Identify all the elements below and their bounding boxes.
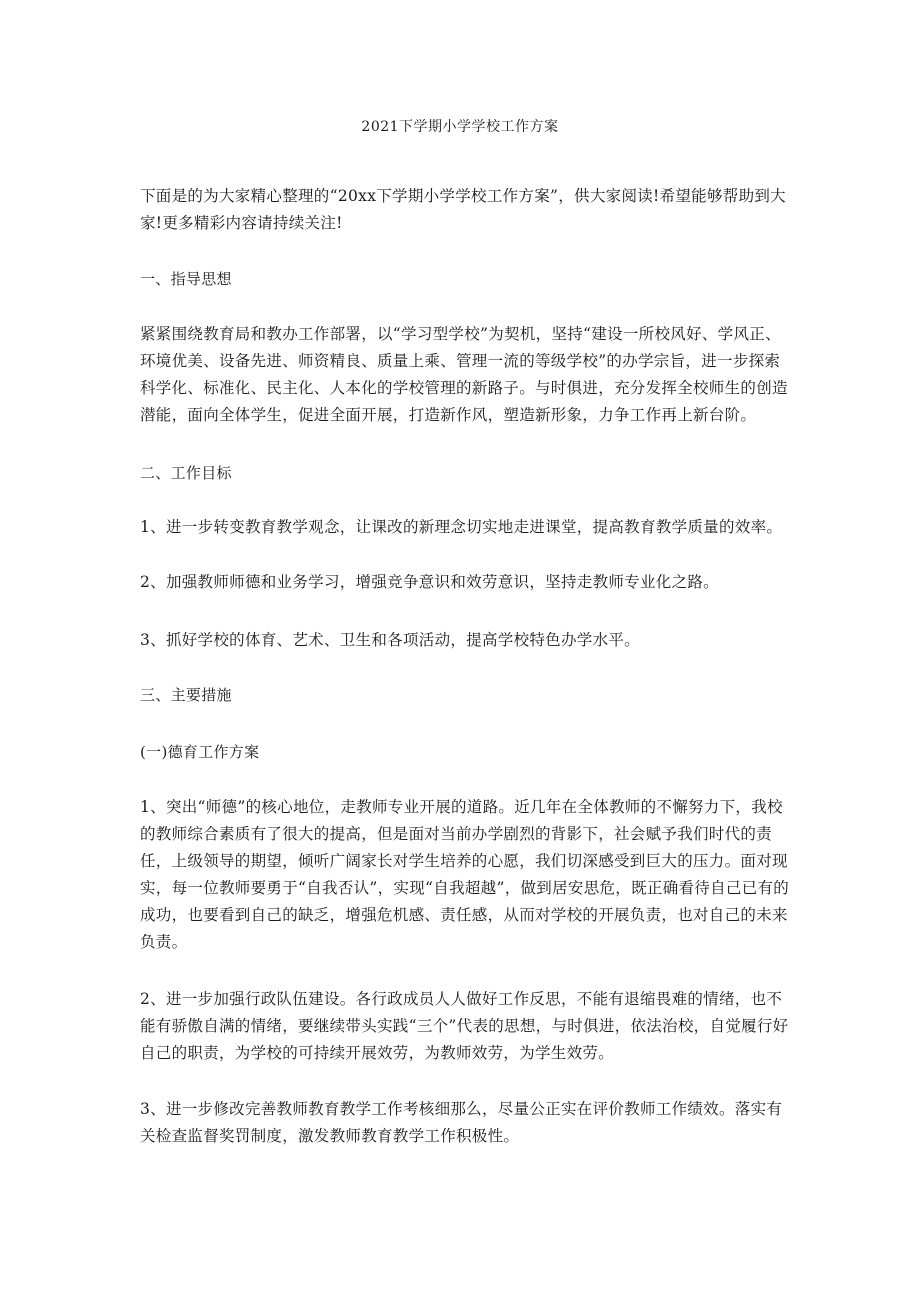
section-heading-work-goals: 二、工作目标 (140, 464, 232, 482)
measure-item-3: 3、进一步修改完善教师教育教学工作考核细那么，尽量公正实在评价教师工作绩效。落实有关检查监督奖罚制度，激发教师教育教学工作积极性。 (140, 1100, 783, 1145)
section-heading-main-measures: 三、主要措施 (140, 686, 232, 704)
measure-item-2: 2、进一步加强行政队伍建设。各行政成员人人做好工作反思，不能有退缩畏难的情绪，也不能有骄傲自满的情绪，要继续带头实践“三个”代表的思想，与时俱进，依法治校，自觉履行好自己的职责，为学校的可持续开展效劳，为教师效劳，为学生效劳。 (140, 990, 789, 1062)
document-title: 2021下学期小学学校工作方案 (361, 119, 559, 135)
section-heading-guiding-ideology: 一、指导思想 (140, 270, 232, 288)
subheading-moral-education-plan: (一)德育工作方案 (140, 743, 260, 761)
measure-item-1: 1、突出“师德”的核心地位，走教师专业开展的道路。近几年在全体教师的不懈努力下，我校的教师综合素质有了很大的提高，但是面对当前办学剧烈的背影下，社会赋予我们时代的责任，上级领导的期望，倾听广阔家长对学生培养的心愿，我们切深感受到巨大的压力。面对现实，每一位教师要勇于“自我否认”，实现“自我超越”，做到居安思危，既正确看待自己已有的成功，也要看到自己的缺乏，增强危机感、责任感，从而对学校的开展负责，也对自己的未来负责。 (140, 798, 790, 951)
intro-paragraph: 下面是的为大家精心整理的“20xx下学期小学学校工作方案”，供大家阅读!希望能够帮助到大家!更多精彩内容请持续关注! (140, 187, 786, 232)
goal-item-3: 3、抓好学校的体育、艺术、卫生和各项活动，提高学校特色办学水平。 (140, 631, 640, 649)
goal-item-1: 1、进一步转变教育教学观念，让课改的新理念切实地走进课堂，提高教育教学质量的效率。 (140, 518, 783, 536)
guiding-ideology-paragraph: 紧紧围绕教育局和教办工作部署，以“学习型学校”为契机，坚持“建设一所校风好、学风正、环境优美、设备先进、师资精良、质量上乘、管理一流的等级学校”的办学宗旨，进一步探索科学化、标准化、民主化、人本化的学校管理的新路子。与时俱进，充分发挥全校师生的创造潜能，面向全体学生，促进全面开展，打造新作风，塑造新形象，力争工作再上新台阶。 (140, 325, 788, 424)
goal-item-2: 2、加强教师师德和业务学习，增强竞争意识和效劳意识，坚持走教师专业化之路。 (140, 573, 719, 591)
